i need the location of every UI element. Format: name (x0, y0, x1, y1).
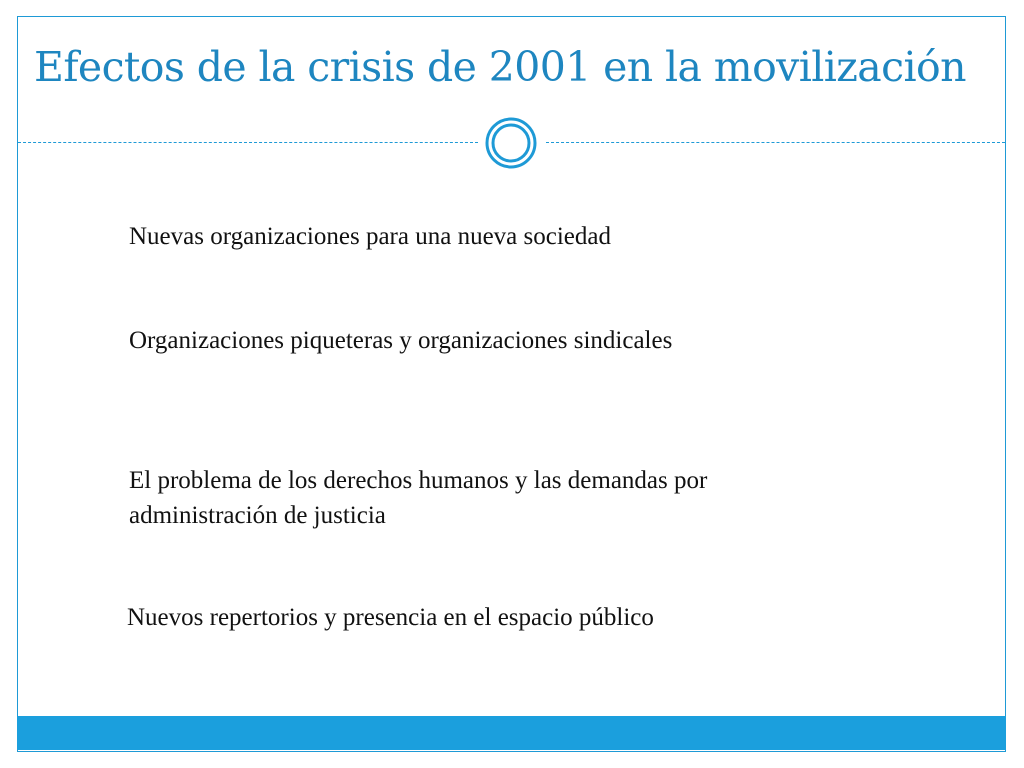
title-divider-left (18, 142, 478, 143)
footer-bar (17, 716, 1006, 750)
title-divider-right (546, 142, 1005, 143)
list-item-new-organizations: Nuevas organizaciones para una nueva sociedad (129, 223, 611, 250)
list-item-line: El problema de los derechos humanos y las demandas por (129, 467, 708, 494)
slide-title: Efectos de la crisis de 2001 en la movilización (34, 43, 966, 91)
list-item-public-space: Nuevos repertorios y presencia en el espacio público (127, 604, 654, 631)
circle-ring-icon (484, 116, 538, 170)
list-item-picketer-unions: Organizaciones piqueteras y organizaciones sindicales (129, 327, 673, 354)
list-item-human-rights (129, 463, 707, 533)
list-item-line: administración de justicia (129, 502, 386, 529)
